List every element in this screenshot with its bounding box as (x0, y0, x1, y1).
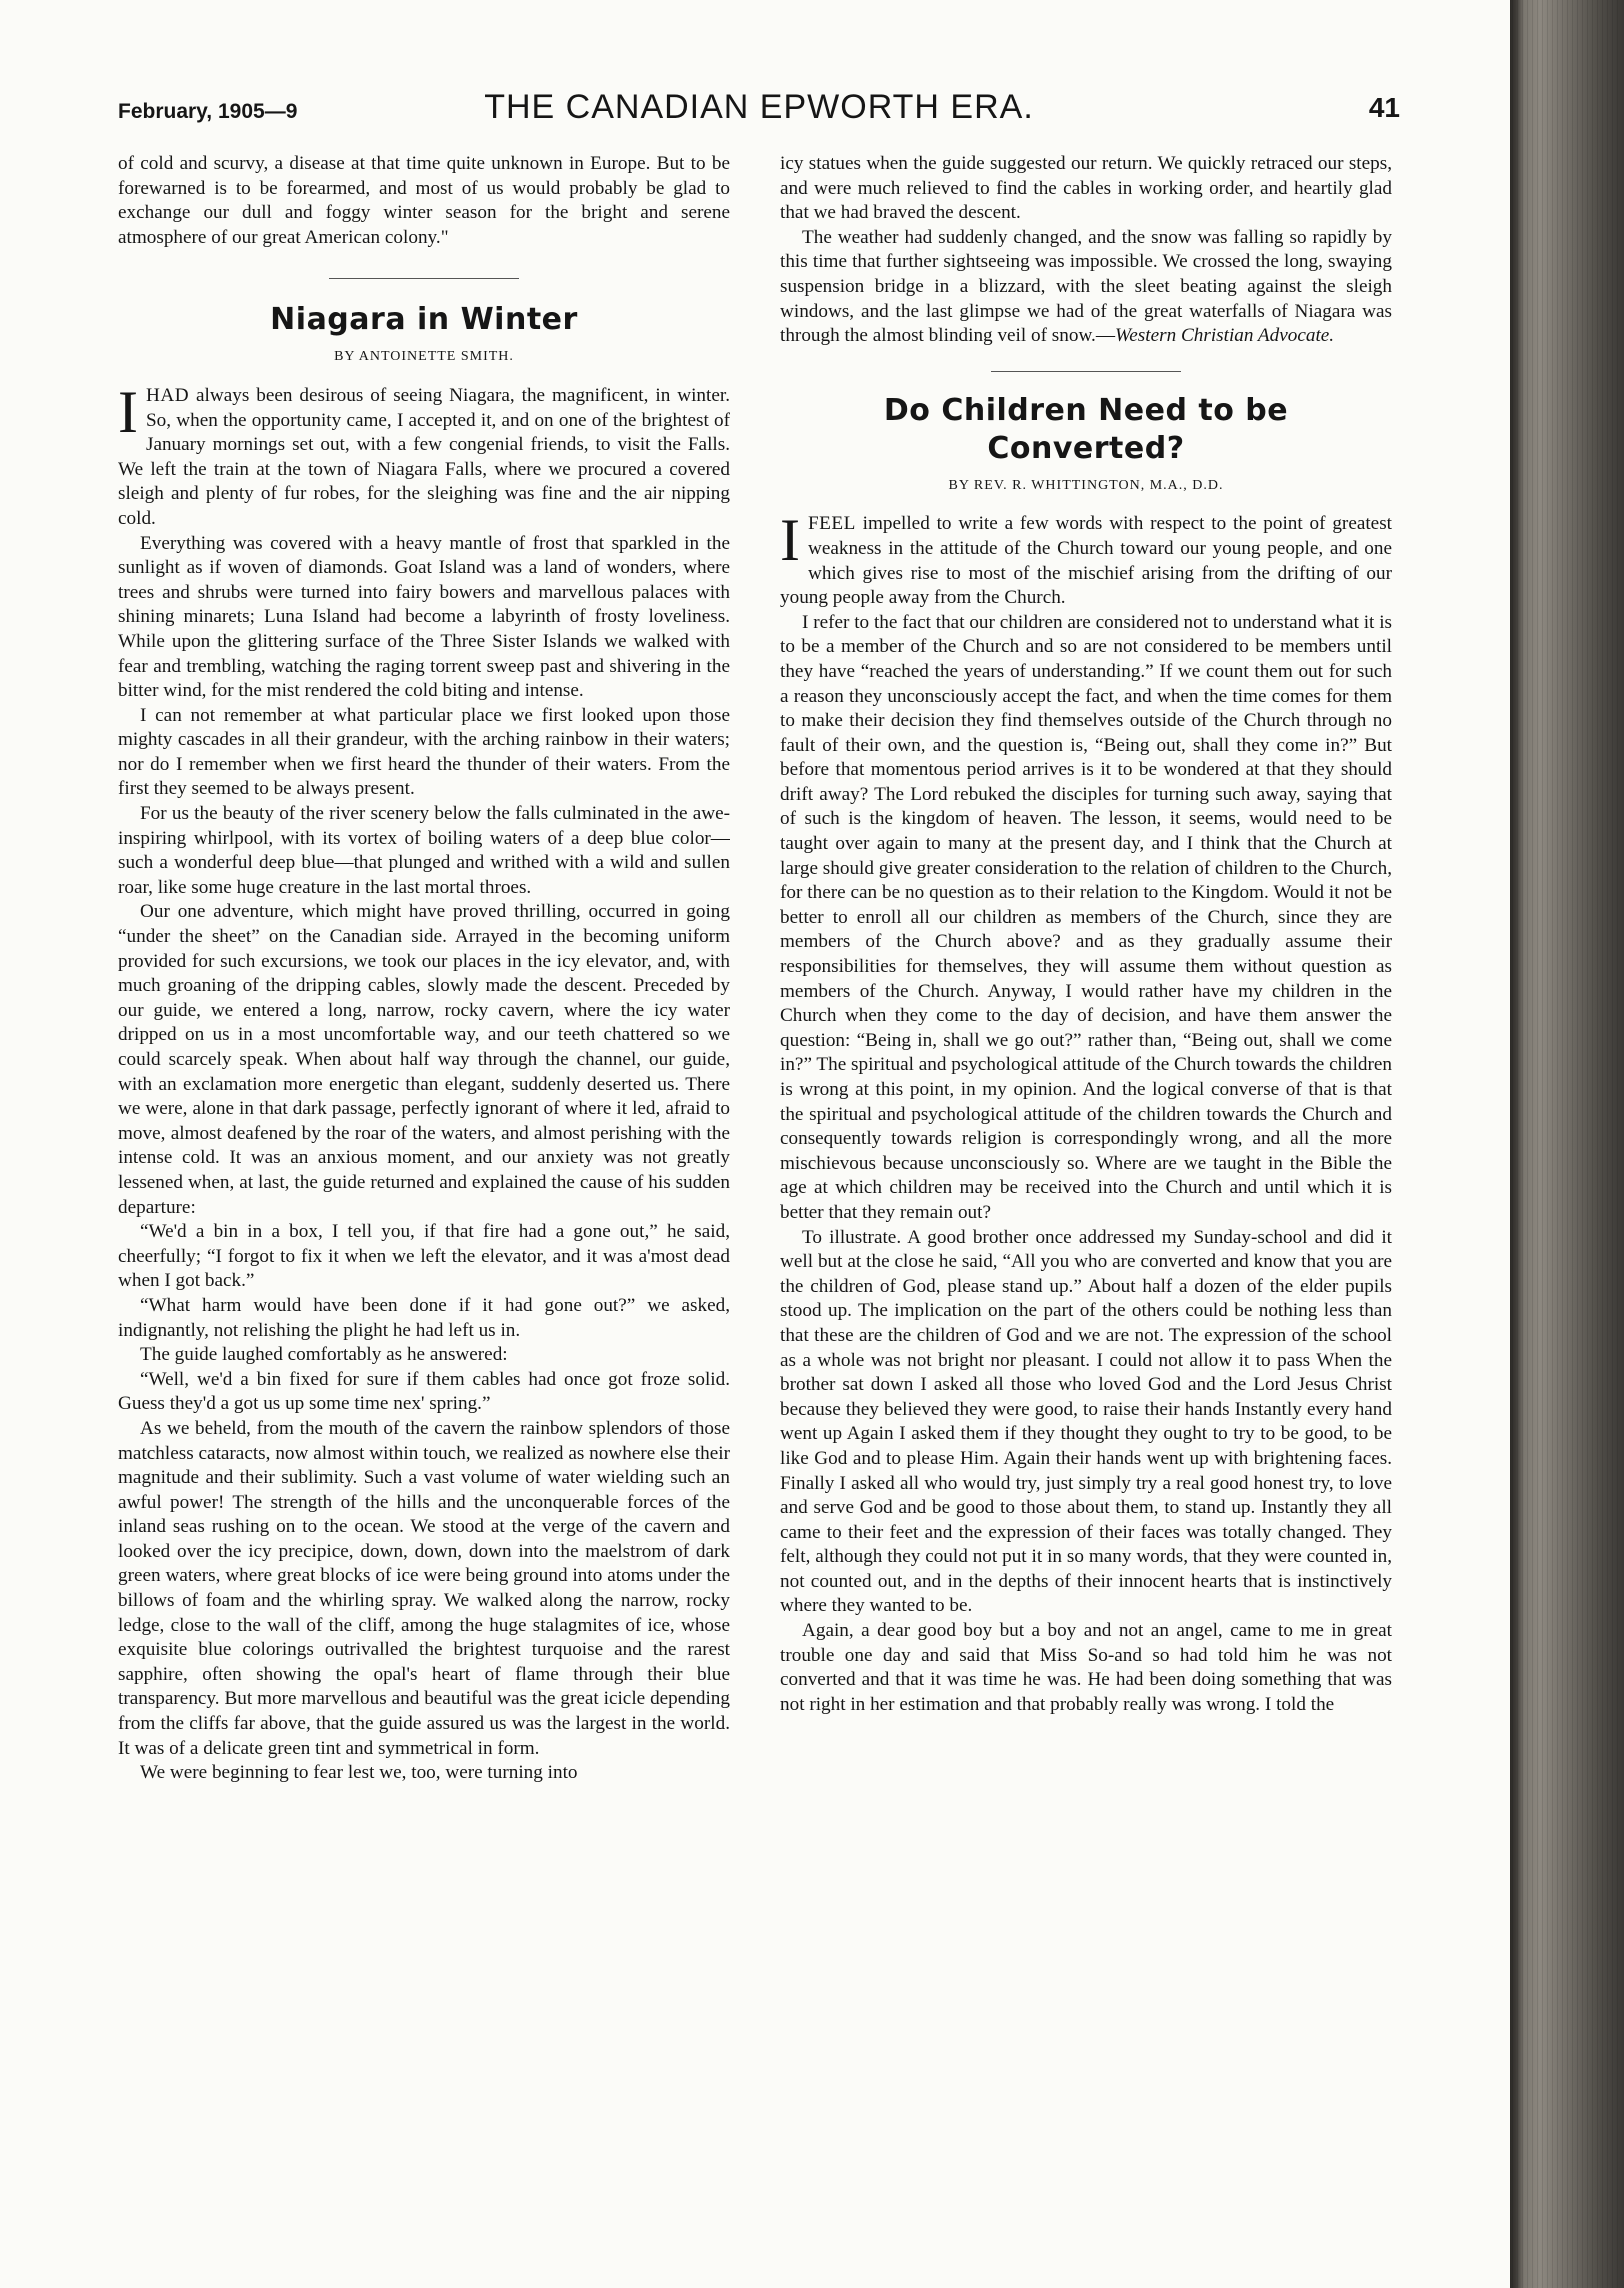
article-title-niagara: Niagara in Winter (270, 302, 578, 338)
paragraph-text: always been desirous of seeing Niagara, the magnificent, in winter. So, when the opportunity came, I accepted it, and on one of the brightest of January mornings set out, with a few congenial friends, to visit the Falls. We left the train at the town of Niagara Falls, where we procured a covered sleigh and plenty of fur robes, for the sleighing was fine and the air nipping cold. (118, 384, 730, 529)
lead-caps: HAD (145, 384, 190, 406)
paragraph-text: impelled to write a few words with respect to the point of greatest weakness in the attitude of the Church toward our young people, and one which gives rise to most of the mischief arising from the drifting of our young people away from the Church. (780, 513, 1392, 609)
article-paragraph: Again, a dear good boy but a boy and not an angel, came to me in great trouble one day and said that Miss So-and so had told him he was not converted and that it was time he was. He had been doing something that was not right in her estimation and that probably really was wrong. I told the (780, 1620, 1392, 1715)
article-paragraph: The guide laughed comfortably as he answered: (140, 1344, 508, 1366)
issue-date: February, 1905—9 (118, 100, 298, 123)
article-paragraph: “Well, we'd a bin fixed for sure if them cables had once got froze solid. Guess they'd a got us up some time nex' spring.” (118, 1368, 730, 1415)
prior-article-ending: of cold and scurvy, a disease at that time quite unknown in Europe. But to be forewarned is to be forearmed, and most of us would probably be glad to exchange our dull and foggy winter season for the bright and serene atmosphere of our great American colony." (118, 153, 730, 248)
page-number: 41 (1368, 92, 1400, 123)
article-paragraph (118, 378, 730, 532)
drop-cap: I (118, 378, 138, 445)
right-column (780, 152, 1392, 2262)
continued-paragraph: icy statues when the guide suggested our return. We quickly retraced our steps, and were much relieved to find the cables in working order, and heartily glad that we had braved the descent. (780, 153, 1392, 224)
article-paragraph: “What harm would have been done if it had gone out?” we asked, indignantly, not relishing the plight he had left us in. (118, 1294, 730, 1341)
publication-title: THE CANADIAN EPWORTH ERA. (484, 88, 1034, 126)
article-paragraph: For us the beauty of the river scenery below the falls culminated in the awe-inspiring whirlpool, with its vortex of boiling waters of a deep blue color—such a wonderful deep blue—that plunged and writhed with a wild and sullen roar, like some huge creature in the last mortal throes. (118, 803, 730, 898)
article-paragraph (780, 507, 1392, 610)
article-paragraph: Our one adventure, which might have proved thrilling, occurred in going “under the sheet” on the Canadian side. Arrayed in the becoming uniform provided for such excursions, we took our places in the icy elevator, and, with much groaning of the dripping cables, slowly made the descent. Preceded by our guide, we entered a long, narrow, rocky cavern, where the icy water dripped on us in a most uncomfortable way, and our teeth chattered so we could scarcely speak. When about half way through the channel, our guide, with an exclamation more energetic than elegant, suddenly deserted us. There we were, alone in that dark passage, perfectly ignorant of where it led, afraid to move, almost deafened by the roar of the waters, and almost perishing with the intense cold. It was an anxious moment, and our anxiety was not greatly lessened when, at last, the guide returned and explained the cause of his sudden departure: (118, 901, 730, 1218)
article-title-children: Do Children Need to be Converted? (883, 392, 1289, 466)
article-paragraph: Everything was covered with a heavy mantle of frost that sparkled in the sunlight as if woven of diamonds. Goat Island was a land of wonders, where trees and shrubs were turned into fairy bowers and marvellous palaces with shining minarets; Luna Island had become a labyrinth of frosty loveliness. While upon the glittering surface of the Three Sister Islands we walked with fear and trembling, watching the raging torrent sweep past and shivering in the bitter wind, for the mist rendered the cold biting and intense. (118, 532, 730, 702)
byline-niagara: BY ANTOINETTE SMITH. (334, 349, 514, 365)
article-paragraph: I refer to the fact that our children are considered not to understand what it is to be a member of the Church and so are not considered to be members until they have “reached the years of understanding.” If we count them out for such a reason they unconsciously accept the fact, and when the time comes for them to make their decision they find themselves outside of the Church through no fault of their own, and the question is, “Being out, shall they come in?” But before that momentous period arrives is it to be wondered at that they should drift away? The Lord rebuked the disciples for turning such away, saying that of such is the kingdom of heaven. The lesson, it seems, would need to be taught over again to many at the present day, and I think that the Church at large should give greater consideration to the relation of children to the Church, for there can be no question as to their relation to the Kingdom. Would it not be better to enroll all our children as members of the Church, since they are members of the Church above? and as they gradually assume their responsibilities for themselves, they will assume them without question as members of the Church. Anyway, I would rather have my children in the Church when they come to the day of decision, and have them answer the question: “Being in, shall we go out?” rather than, “Being out, shall we come in?” The spiritual and psychological attitude of the Church towards the children is wrong at this point, in my opinion. And the logical converse of that is that the spiritual and psychological attitude of the children towards the Church and consequently towards religion is correspondingly wrong, and all the more mischievous because unconsciously so. Where are we taught in the Bible the age at which children may be received into the Church and until which it is better that they remain out? (780, 611, 1392, 1223)
article-paragraph: “We'd a bin in a box, I tell you, if that fire had a gone out,” he said, cheerfully; “I forgot to fix it when we left the elevator, and it was a'most dead when I got back.” (118, 1221, 730, 1292)
byline-children: BY REV. R. WHITTINGTON, M.A., D.D. (948, 477, 1224, 493)
page-header (118, 88, 1400, 138)
source-credit: Western Christian Advocate. (1115, 325, 1335, 347)
paragraph-text: The weather had suddenly changed, and the snow was falling so rapidly by this time that further sightseeing was impossible. We crossed the long, swaying suspension bridge in a blizzard, with the sleet beating against the sleigh windows, and the last glimpse we had of the great waterfalls of Niagara was through the almost blinding veil of snow.— (780, 226, 1392, 347)
page-edges (1512, 0, 1622, 2288)
article-paragraph: We were beginning to fear lest we, too, were turning into (140, 1762, 578, 1784)
article-paragraph: As we beheld, from the mouth of the cavern the rainbow splendors of those matchless cataracts, now almost within touch, we realized as nowhere else their magnitude and their sublimity. Such a vast volume of water wielding such an awful power! The strength of the hills and the unconquerable forces of the inland seas rushing on to the ocean. We stood at the verge of the cavern and looked over the icy precipice, down, down, down into the maelstrom of dark green waters, where great blocks of ice were being ground into atoms under the billows of foam and the whirling spray. We walked along the narrow, rocky ledge, close to the wall of the cliff, among the huge stalagmites of ice, whose exquisite blue colorings outrivalled the brightest turquoise and the rarest sapphire, often showing the opal's heart of flame through their blue transparency. But more marvellous and beautiful was the great icicle depending from the cliffs far above, that the guide assured us was the largest in the world. It was of a delicate green tint and symmetrical in form. (118, 1417, 730, 1759)
continued-paragraph (780, 226, 1392, 349)
lead-caps: FEEL (807, 513, 856, 535)
left-column (118, 152, 730, 2262)
article-paragraph: To illustrate. A good brother once addressed my Sunday-school and did it well but at the close he said, “All you who are converted and know that you are the children of God, please stand up.” About half a dozen of the elder pupils stood up. The implication on the part of the others could be nothing less than that these are the children of God and we are not. The expression of the school as a whole was not bright nor pleasant. I could not allow it to pass When the brother sat down I asked all those who loved God and the Lord Jesus Christ because they believed they were good, to raise their hands Instantly every hand went up Again I asked them if they thought they ought to try to be good, to be like God and to please Him. Again their hands went up with brightening faces. Finally I asked all who would try, just simply try a real good honest try, to love and serve God and be good to those about them, to stand up. Instantly they all came to their feet and the expression of their faces was totally changed. They felt, although they could not put it in so many words, that they were counted in, not counted out, and in the depths of their innocent hearts that is instinctively where they wanted to be. (780, 1226, 1392, 1617)
drop-cap: I (780, 507, 800, 574)
article-paragraph: I can not remember at what particular place we first looked upon those mighty cascades in all their grandeur, with the arching rainbow in their waters; nor do I remember when we first heard the thunder of their waters. From the first they seemed to be always present. (118, 704, 730, 800)
